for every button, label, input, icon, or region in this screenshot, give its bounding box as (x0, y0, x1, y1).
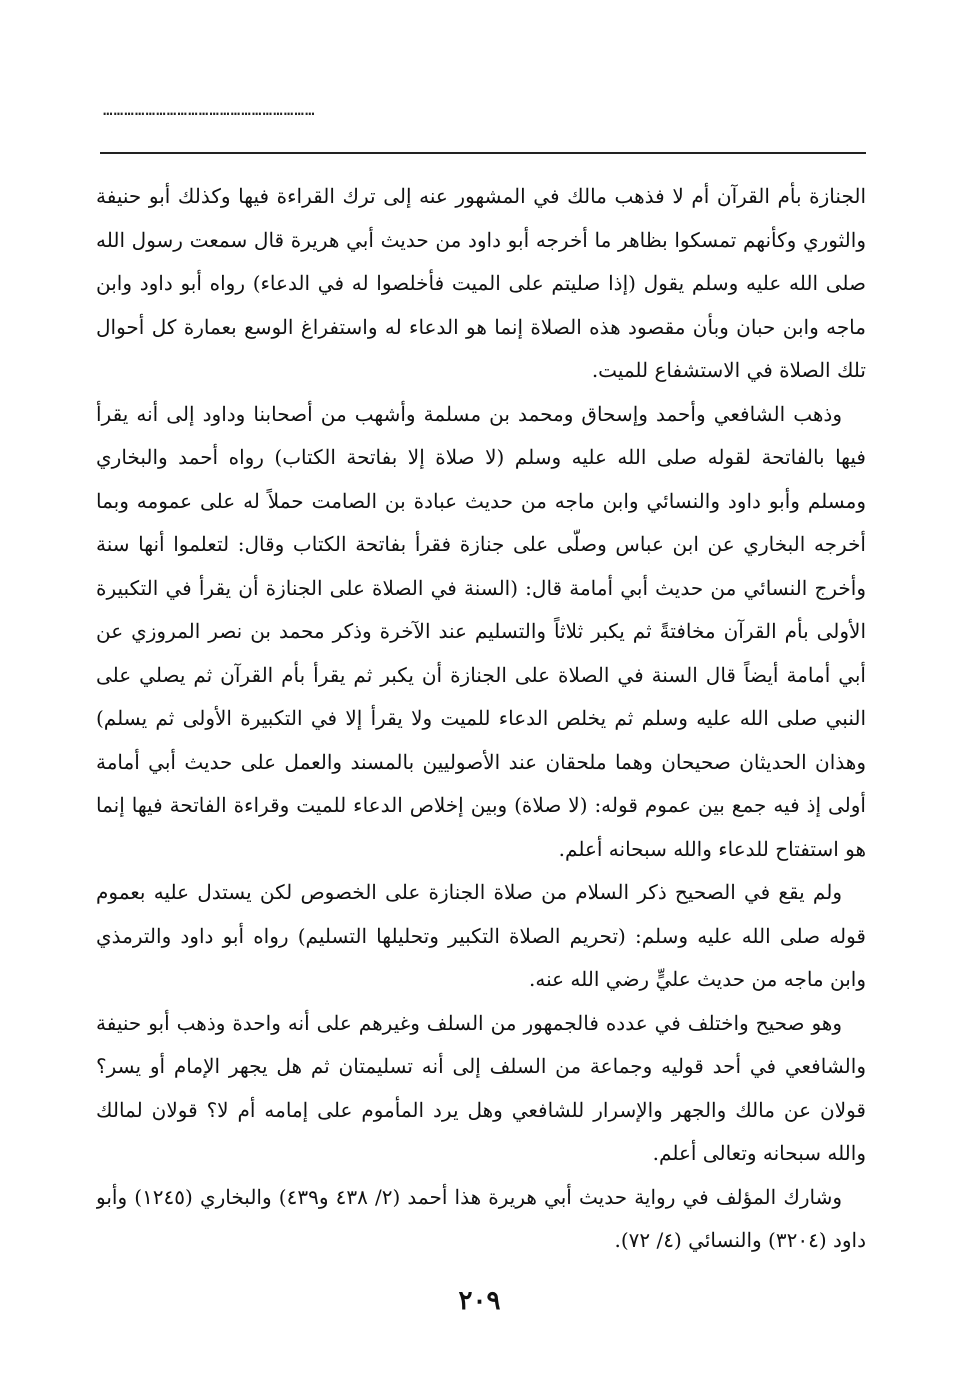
paragraph-1: الجنازة بأم القرآن أم لا فذهب مالك في المشهور عنه إلى ترك القراءة فيها وكذلك أبو حنيفة والثوري وكأنهم تمسكوا بظاهر ما أخرجه أبو داود من حديث أبي هريرة قال سمعت رسول الله صلى الله عليه وسلم يقول (إذا صليتم على الميت فأخلصوا له في الدعاء) رواه أبو داود وابن ماجه وابن حبان وبأن مقصود هذه الصلاة إنما هو الدعاء له واستفراغ الوسع بعمارة كل أحوال تلك الصلاة في الاستشفاع للميت. (96, 184, 866, 382)
footnote-body (96, 175, 866, 1265)
paragraph-4: وهو صحيح واختلف في عدده فالجمهور من السلف وغيرهم على أنه واحدة وذهب أبو حنيفة والشافعي في أحد قوليه وجماعة من السلف إلى أنه تسليمتان ثم هل يجهر الإمام أو يسر؟ قولان عن مالك والجهر والإسرار للشافعي وهل يرد المأموم على إمامه أم لا؟ قولان لمالك والله سبحانه وتعالى أعلم. (96, 1010, 866, 1165)
page-number: ٢٠٩ (458, 1286, 501, 1316)
paragraph-2: وذهب الشافعي وأحمد وإسحاق ومحمد بن مسلمة وأشهب من أصحابنا وداود إلى أنه يقرأ فيها بالفاتحة لقوله صلى الله عليه وسلم (لا صلاة إلا بفاتحة الكتاب) رواه أحمد والبخاري ومسلم وأبو داود والنسائي وابن ماجه من حديث عبادة بن الصامت حملاً له على عمومه وبما أخرجه البخاري عن ابن عباس وصلّى على جنازة فقرأ بفاتحة الكتاب وقال: لتعلموا أنها سنة وأخرج النسائي من حديث أبي أمامة قال: (السنة في الصلاة على الجنازة أن يقرأ في التكبيرة الأولى بأم القرآن مخافتةً ثم يكبر ثلاثاً والتسليم عند الآخرة وذكر محمد بن نصر المروزي عن أبي أمامة أيضاً قال السنة في الصلاة على الجنازة أن يكبر ثم يقرأ بأم القرآن ثم يصلي على النبي صلى الله عليه وسلم ثم يخلص الدعاء للميت ولا يقرأ إلا في التكبيرة الأولى ثم يسلم) وهذان الحديثان صحيحان وهما ملحقان عند الأصوليين بالمسند والعمل على حديث أبي أمامة أولى إذ فيه جمع بين عموم قوله: (لا صلاة) وبين إخلاص الدعاء للميت وقراءة الفاتحة فيها إنما هو استفتاح للدعاء والله سبحانه أعلم. (96, 401, 866, 861)
footnote-divider-rule (100, 152, 866, 154)
paragraph-3: ولم يقع في الصحيح ذكر السلام من صلاة الجنازة على الخصوص لكن يستدل عليه بعموم قوله صلى الله عليه وسلم: (تحريم الصلاة التكبير وتحليلها التسليم) رواه أبو داود والترمذي وابن ماجه من حديث عليٍّ رضي الله عنه. (96, 880, 866, 991)
ellipsis-continuation: …………………………………………………… (103, 100, 316, 119)
paragraph-5: وشارك المؤلف في رواية حديث أبي هريرة هذا أحمد (٢/ ٤٣٨ و٤٣٩) والبخاري (١٢٤٥) وأبو داود (٣٢٠٤) والنسائي (٤/ ٧٢). (96, 1184, 866, 1252)
